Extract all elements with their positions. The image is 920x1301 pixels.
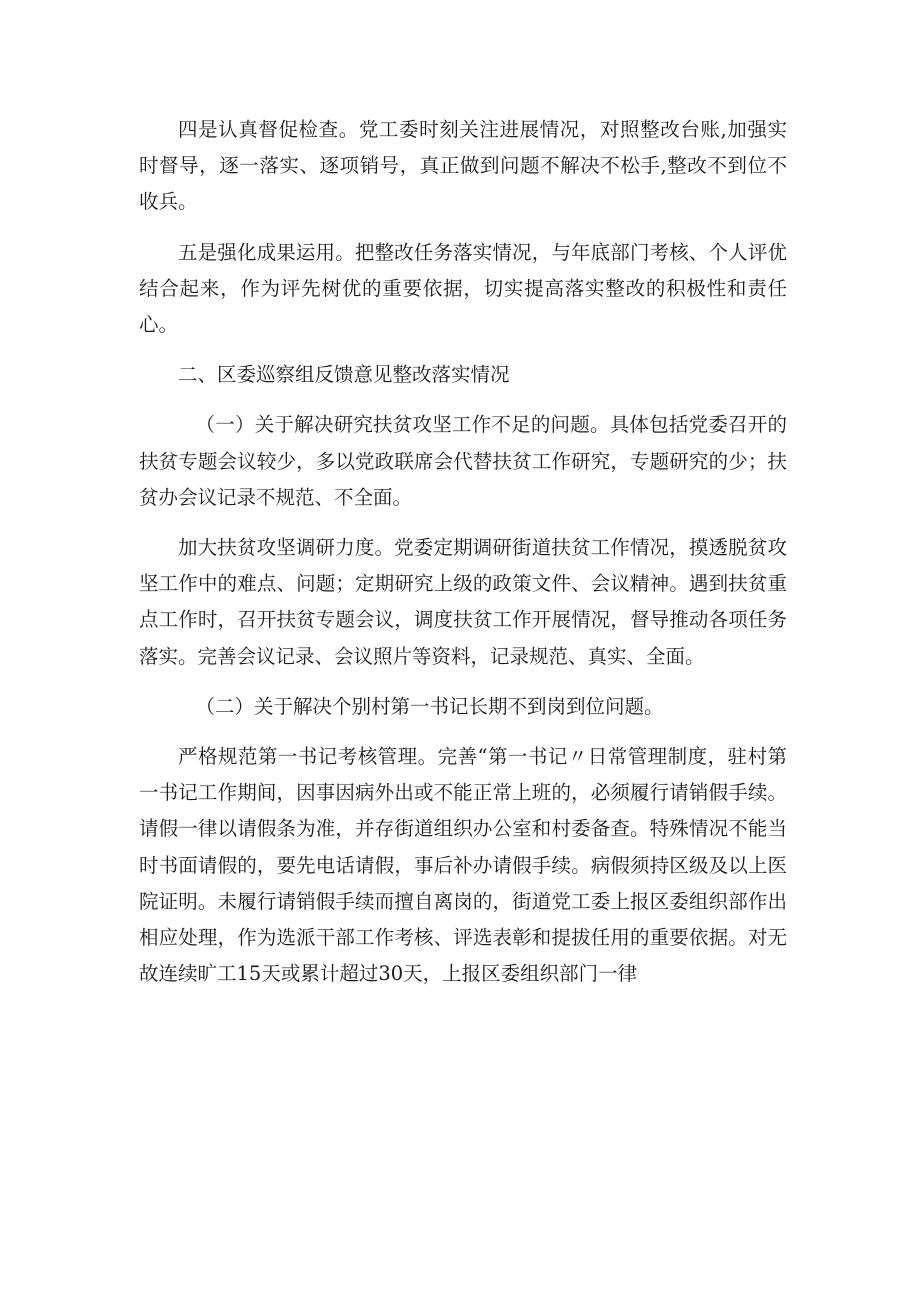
subsection-heading-first-secretary: （二）关于解决个别村第一书记长期不到岗到位问题。 [195,694,664,718]
paragraph-poverty-research-measures: 加大扶贫攻坚调研力度。党委定期调研街道扶贫工作情况，摸透脱贫攻坚工作中的难点、问题；定期研究上级的政策文件、会议精神。遇到扶贫重点工作时，召开扶贫专题会议，调度扶贫工作开展情况，督导推动各项任务落实。完善会议记录、会议照片等资料，记录规范、真实、全面。 [139,536,787,668]
paragraph-first-secretary-management: 严格规范第一书记考核管理。完善“第一书记〃日常管理制度，驻村第一书记工作期间，因事因病外出或不能正常上班的，必须履行请销假手续。请假一律以请假条为准，并存街道组织办公室和村委备查。特殊情况不能当时书面请假的，要先电话请假，事后补办请假手续。病假须持区级及以上医院证明。未履行请销假手续而擅自离岗的，街道党工委上报区委组织部作出相应处理，作为选派干部工作考核、评选表彰和提拔任用的重要依据。对无故连续旷工15天或累计超过30天，上报区委组织部门一律 [139,745,787,986]
section-heading-inspection-feedback: 二、区委巡察组反馈意见整改落实情况 [178,363,510,387]
subsection-heading-poverty-research: （一）关于解决研究扶贫攻坚工作不足的问题。具体包括党委召开的扶贫专题会议较少，多以党政联席会代替扶贫工作研究，专题研究的少；扶贫办会议记录不规范、不全面。 [139,413,787,509]
paragraph-supervision: 四是认真督促检查。党工委时刻关注进展情况，对照整改台账,加强实时督导，逐一落实、逐项销号，真正做到问题不解决不松手,整改不到位不收兵。 [139,118,787,214]
document-page [139,112,787,992]
paragraph-results-application: 五是强化成果运用。把整改任务落实情况，与年底部门考核、个人评优结合起来，作为评先树优的重要依据，切实提高落实整改的积极性和责任心。 [139,240,787,337]
